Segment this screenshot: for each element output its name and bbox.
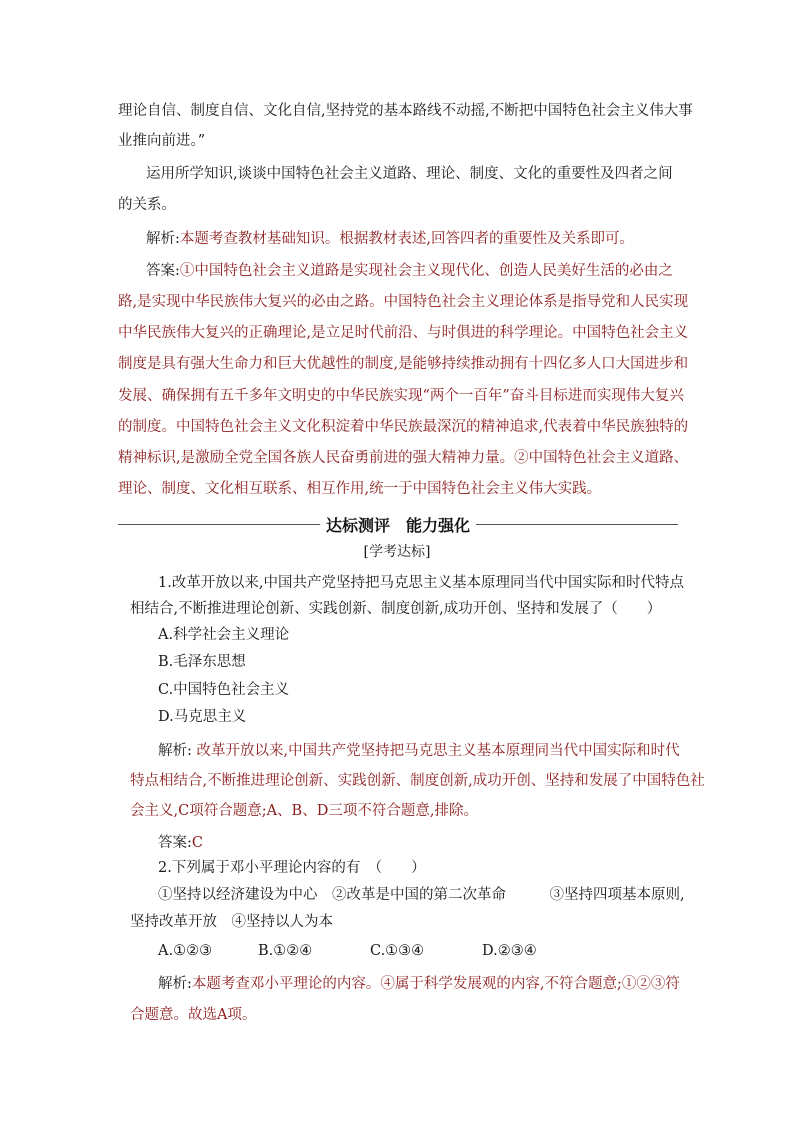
answer-label: 答案: [158, 835, 192, 851]
option-c: C.中国特色社会主义 [158, 682, 290, 698]
question-stem: 相结合,不断推进理论创新、实践创新、制度创新,成功开创、坚持和发展了（ ） [130, 601, 662, 617]
analysis-line: 会主义,C项符合题意;A、B、D三项不符合题意,排除。 [130, 803, 478, 819]
paragraph-line: 理论自信、制度自信、文化自信,坚持党的基本路线不动摇,不断把中国特色社会主义伟大事 [118, 103, 693, 119]
analysis-label: 解析: [158, 743, 192, 759]
analysis-text: 改革开放以来,中国共产党坚持把马克思主义基本原理同当代中国实际和时代 [191, 743, 680, 759]
option-a: A.科学社会主义理论 [158, 627, 290, 643]
option-c: C.①③④ [370, 943, 425, 959]
question-stem: 2.下列属于邓小平理论内容的有 （ ） [158, 860, 426, 876]
analysis-text: 本题考查教材基础知识。根据教材表述,回答四者的重要性及关系即可。 [179, 231, 634, 247]
answer-line: 发展、确保拥有五千多年文明史的中华民族实现“两个一百年”奋斗目标进而实现伟大复兴 [118, 388, 684, 404]
answer-text: C [191, 835, 203, 851]
option-b: B.毛泽东思想 [158, 654, 246, 670]
section-title: 达标测评 能力强化 [326, 515, 471, 535]
subsection-label: [学考达标] [363, 544, 431, 560]
question-line: 运用所学知识,谈谈中国特色社会主义道路、理论、制度、文化的重要性及四者之间 [146, 166, 673, 182]
answer-line: 制度是具有强大生命力和巨大优越性的制度,是能够持续推动拥有十四亿多人口大国进步和 [118, 356, 689, 372]
option-d: D.②③④ [482, 943, 537, 959]
divider-left [118, 524, 320, 525]
question-items: ①坚持以经济建设为中心 ②改革是中国的第二次革命 ③坚持四项基本原则, [158, 887, 685, 903]
question-items: 坚持改革开放 ④坚持以人为本 [130, 914, 333, 930]
analysis-text: ①②③符 [621, 976, 680, 992]
answer-line: 精神标识,是激励全党全国各族人民奋勇前进的强大精神力量。②中国特色社会主义道路、 [118, 450, 689, 466]
answer-text: ①中国特色社会主义道路是实现社会主义现代化、创造人民美好生活的必由之 [179, 263, 673, 279]
section-heading [118, 512, 678, 536]
analysis-line [146, 229, 794, 249]
analysis-text: 本题考查邓小平理论的内容。④属于科学发展观的内容,不符合题意; [191, 976, 622, 992]
analysis-label: 解析: [146, 231, 180, 247]
question-line: 的关系。 [118, 197, 176, 213]
answer-line: 中华民族伟大复兴的正确理论,是立足时代前沿、与时俱进的科学理论。中国特色社会主义 [118, 325, 689, 341]
option-d: D.马克思主义 [158, 709, 247, 725]
paragraph-line: 业推向前进。” [118, 133, 206, 149]
answer-line [158, 833, 794, 853]
question-stem: 1.改革开放以来,中国共产党坚持把马克思主义基本原理同当代中国实际和时代特点 [158, 575, 684, 591]
analysis-line: 合题意。故选A项。 [130, 1007, 257, 1023]
answer-line: 的制度。中国特色社会主义文化积淀着中华民族最深沉的精神追求,代表着中华民族独特的 [118, 419, 689, 435]
answer-line [146, 261, 794, 281]
analysis-line [158, 741, 794, 761]
divider-right [476, 524, 678, 525]
answer-line: 路,是实现中华民族伟大复兴的必由之路。中国特色社会主义理论体系是指导党和人民实现 [118, 294, 689, 310]
analysis-label: 解析: [158, 976, 192, 992]
option-a: A.①②③ [158, 943, 213, 959]
answer-line: 理论、制度、文化相互联系、相互作用,统一于中国特色社会主义伟大实践。 [118, 481, 602, 497]
answer-label: 答案: [146, 263, 180, 279]
option-b: B.①②④ [258, 943, 313, 959]
analysis-line: 特点相结合,不断推进理论创新、实践创新、制度创新,成功开创、坚持和发展了中国特色社 [130, 773, 705, 789]
analysis-line [158, 974, 794, 994]
